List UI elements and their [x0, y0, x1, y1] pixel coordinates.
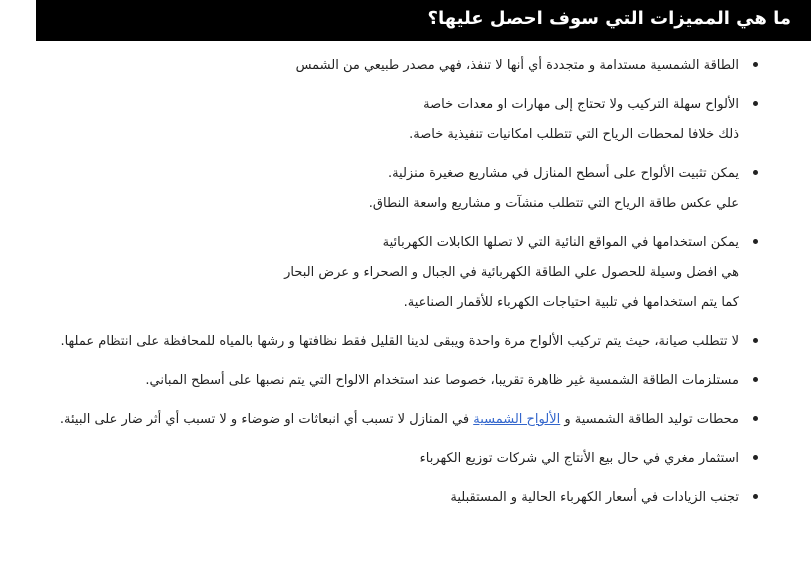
list-item-text: كما يتم استخدامها في تلبية احتياجات الكهرباء للأقمار الصناعية.: [403, 295, 739, 310]
list-item-text: استثمار مغري في حال بيع الأنتاج الي شركات توزيع الكهرباء: [419, 451, 739, 466]
list-item-text: هي افضل وسيلة للحصول علي الطاقة الكهربائية في الجبال و الصحراء و عرض البحار: [284, 265, 739, 280]
list-item-text: لا تتطلب صيانة، حيث يتم تركيب الألواح مرة واحدة ويبقى لدينا القليل فقط نظافتها و رشها بالمياه للمحافظة على انتظام عملها.: [60, 334, 739, 349]
bullet-icon: [753, 101, 758, 106]
list-item: [41, 447, 761, 471]
bullet-icon: [753, 377, 758, 382]
bullet-icon: [753, 170, 758, 175]
list-item: [41, 231, 761, 315]
benefits-list: [41, 54, 761, 525]
bullet-icon: [753, 62, 758, 67]
list-item-text: يمكن تثبيت الألواح على أسطح المنازل في مشاريع صغيرة منزلية.: [387, 166, 739, 181]
bullet-icon: [753, 416, 758, 421]
section-header: [36, 0, 811, 41]
bullet-icon: [753, 455, 758, 460]
list-item-text-before-link: محطات توليد الطاقة الشمسية و: [564, 412, 739, 427]
list-item-text: ذلك خلافا لمحطات الرياح التي تتطلب امكانيات تنفيذية خاصة.: [409, 127, 739, 142]
solar-panels-link[interactable]: الألواح الشمسية: [473, 412, 561, 427]
bullet-icon: [753, 494, 758, 499]
list-item-text: تجنب الزيادات في أسعار الكهرباء الحالية و المستقبلية: [450, 490, 739, 505]
list-item-text: مستلزمات الطاقة الشمسية غير ظاهرة تقريبا، خصوصا عند استخدام الالواح التي يتم نصبها على أسطح المباني.: [145, 373, 739, 388]
list-item-text: علي عكس طاقة الرياح التي تتطلب منشآت و مشاريع واسعة النطاق.: [368, 196, 739, 211]
bullet-icon: [753, 338, 758, 343]
list-item: [41, 162, 761, 216]
list-item-text-after-link: في المنازل لا تسبب أي انبعاثات او ضوضاء و لا تسبب أي أثر ضار على البيئة.: [59, 412, 470, 427]
list-item: [41, 486, 761, 510]
list-item: [41, 330, 761, 354]
list-item: [41, 54, 761, 78]
list-item: [41, 408, 761, 432]
list-item-text: [41, 408, 739, 432]
list-item-text: الطاقة الشمسية مستدامة و متجددة أي أنها لا تنفذ، فهي مصدر طبيعي من الشمس: [295, 58, 739, 73]
list-item-text: الألواح سهلة التركيب ولا تحتاج إلى مهارات او معدات خاصة: [423, 97, 739, 112]
bullet-icon: [753, 239, 758, 244]
list-item: [41, 93, 761, 147]
section-title: ما هي المميزات التي سوف احصل عليها؟: [427, 8, 791, 29]
list-item: [41, 369, 761, 393]
list-item-text: يمكن استخدامها في المواقع النائية التي لا تصلها الكابلات الكهربائية: [382, 235, 739, 250]
